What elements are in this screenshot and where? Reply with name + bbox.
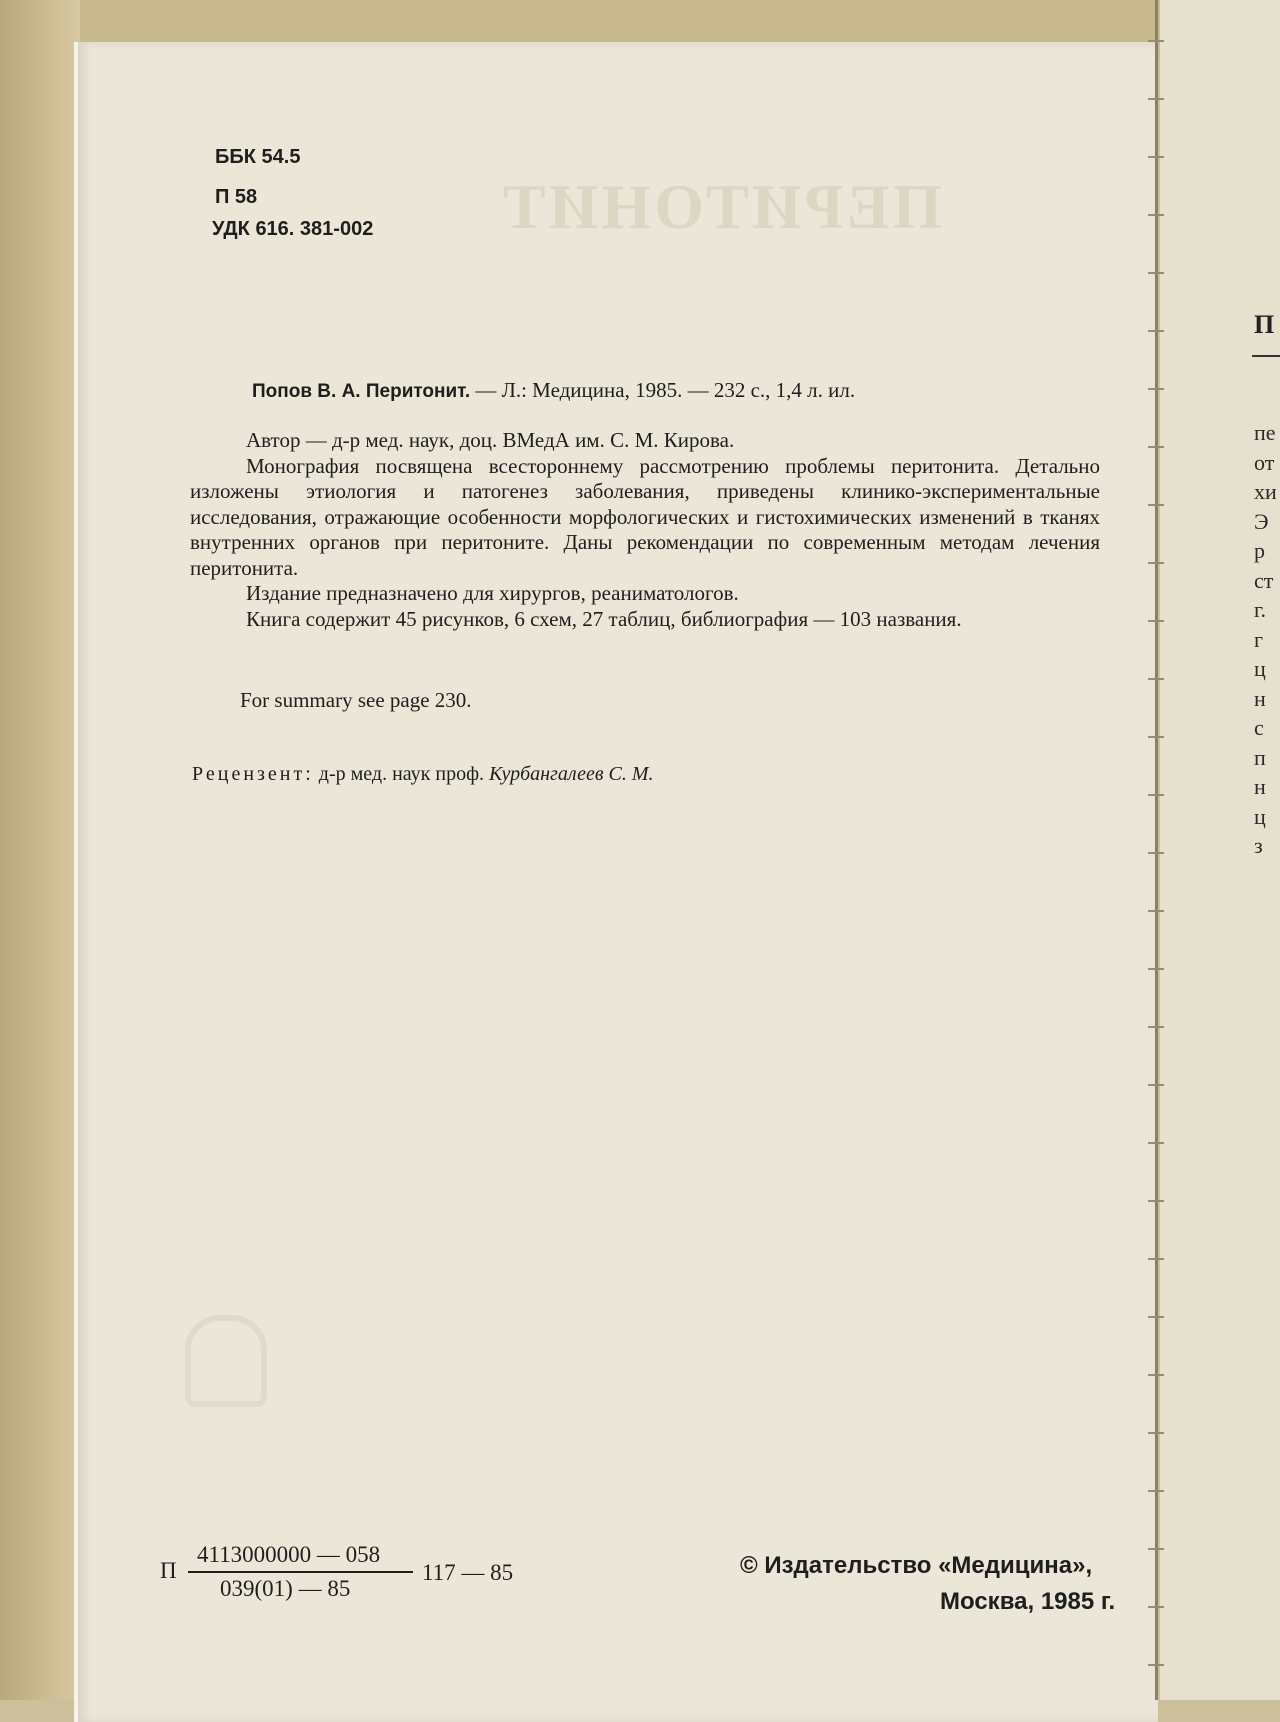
stitch-mark	[1148, 1316, 1164, 1318]
stitch-mark	[1148, 1374, 1164, 1376]
abstract-author: Автор — д-р мед. наук, доц. ВМедА им. С. М. Кирова.	[246, 428, 735, 452]
stitch-mark	[1148, 910, 1164, 912]
right-page-line: н	[1254, 774, 1266, 799]
index-code: П 58	[215, 186, 258, 208]
right-page-line: п	[1254, 744, 1266, 770]
code-fraction-line	[188, 1571, 413, 1573]
right-page-heading: П	[1254, 310, 1275, 339]
right-page-line: Э	[1254, 508, 1269, 534]
stitch-mark	[1148, 98, 1164, 100]
right-page-line: г.	[1254, 597, 1267, 622]
stitch-mark	[1148, 1258, 1164, 1260]
copyright-city-year: Москва, 1985 г.	[940, 1588, 1116, 1615]
reviewer-label: Рецензент:	[192, 763, 314, 785]
right-page-line: н	[1254, 685, 1266, 711]
stitch-mark	[1148, 1606, 1164, 1608]
abstract-contents: Книга содержит 45 рисунков, 6 схем, 27 таблиц, библиография — 103 названия.	[246, 606, 962, 631]
udk-code: УДК 616. 381-002	[212, 218, 374, 240]
book-cover-left	[0, 0, 80, 1700]
right-page-line: пе	[1254, 420, 1276, 445]
stitch-mark	[1148, 794, 1164, 796]
stitch-mark	[1148, 1026, 1164, 1028]
right-page-line: хи	[1254, 479, 1277, 504]
stitch-mark	[1148, 1664, 1164, 1666]
abstract-description: Монография посвящена всестороннему рассмотрению проблемы перитонита. Детально изложены этиология и патогенез заболевания, приведены клинико-экспериментальные исследования, отражающие особенности морфологических и гистохимических изменений в тканях внутренних органов при перитоните. Даны рекомендации по современным методам лечения перитонита.	[190, 453, 1100, 580]
stitch-mark	[1148, 1548, 1164, 1550]
reviewer	[192, 763, 654, 786]
abstract	[190, 428, 1100, 632]
reviewer-name: Курбангалеев С. М.	[489, 763, 654, 785]
show-through-title: ПЕРИТОНИТ	[500, 171, 943, 242]
stitch-mark	[1148, 446, 1164, 448]
right-page-text	[1254, 418, 1280, 861]
right-page-line: г	[1254, 626, 1264, 652]
reviewer-degree: д-р мед. наук проф.	[313, 763, 490, 785]
stitch-mark	[1148, 1084, 1164, 1086]
right-page-line: от	[1254, 449, 1275, 475]
right-page-rule	[1252, 355, 1280, 357]
right-page-line: ц	[1254, 803, 1266, 829]
code-suffix: 117 — 85	[422, 1560, 514, 1585]
stitch-mark	[1148, 388, 1164, 390]
book-gutter	[1155, 0, 1158, 1700]
stitch-mark	[1148, 562, 1164, 564]
bbk-code: ББК 54.5	[215, 146, 301, 168]
right-page-line: ц	[1254, 656, 1266, 681]
stitch-mark	[1148, 504, 1164, 506]
summary-note: For summary see page 230.	[240, 688, 472, 712]
code-numerator: 4113000000 — 058	[197, 1542, 381, 1567]
stitch-mark	[1148, 678, 1164, 680]
left-page	[78, 42, 1158, 1722]
stitch-mark	[1148, 272, 1164, 274]
show-through-logo	[185, 1315, 267, 1407]
code-prefix: П	[160, 1558, 177, 1583]
right-page-line: р	[1254, 538, 1265, 563]
stitch-mark	[1148, 968, 1164, 970]
citation-author-title: Попов В. А. Перитонит.	[252, 381, 471, 402]
citation-details: — Л.: Медицина, 1985. — 232 с., 1,4 л. ил.	[470, 378, 856, 402]
citation	[252, 378, 1052, 405]
copyright-publisher: © Издательство «Медицина»,	[740, 1552, 1093, 1579]
abstract-audience: Издание предназначено для хирургов, реаниматологов.	[246, 581, 739, 605]
stitch-mark	[1148, 214, 1164, 216]
right-page-line: ст	[1254, 567, 1274, 593]
stitch-mark	[1148, 1432, 1164, 1434]
stitch-mark	[1148, 1142, 1164, 1144]
stitch-mark	[1148, 330, 1164, 332]
code-denominator: 039(01) — 85	[220, 1576, 351, 1601]
right-page-line: с	[1254, 715, 1264, 740]
stitch-mark	[1148, 156, 1164, 158]
stitch-mark	[1148, 852, 1164, 854]
right-page-line: з	[1254, 833, 1263, 858]
stitch-mark	[1148, 1200, 1164, 1202]
stitch-mark	[1148, 736, 1164, 738]
stitch-mark	[1148, 1490, 1164, 1492]
stitch-mark	[1148, 620, 1164, 622]
stitch-mark	[1148, 40, 1164, 42]
